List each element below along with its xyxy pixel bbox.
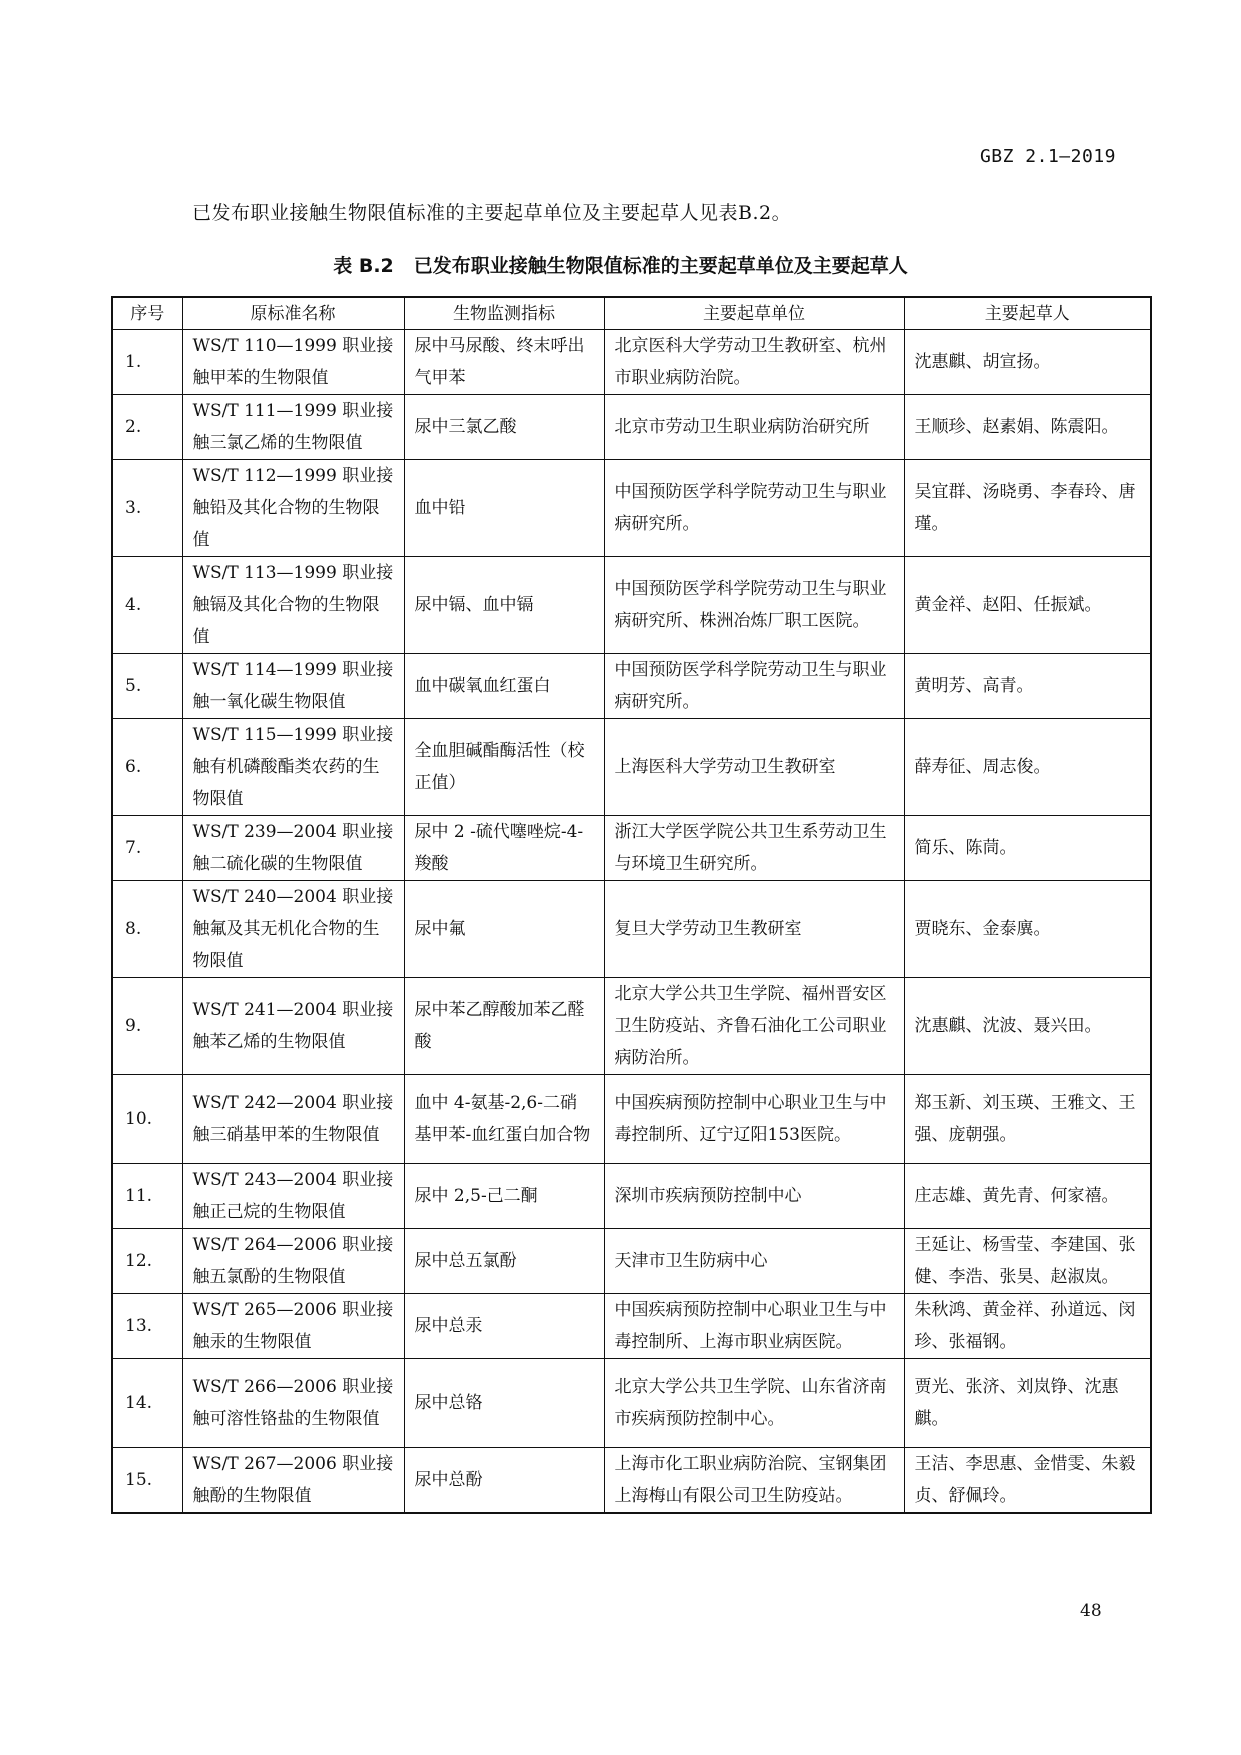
cell-drafting-unit: 复旦大学劳动卫生教研室	[604, 881, 904, 978]
cell-drafting-unit: 上海医科大学劳动卫生教研室	[604, 719, 904, 816]
cell-drafting-unit: 中国疾病预防控制中心职业卫生与中毒控制所、上海市职业病医院。	[604, 1294, 904, 1359]
table-caption-title: 已发布职业接触生物限值标准的主要起草单位及主要起草人	[413, 255, 908, 277]
cell-drafters: 贾光、张济、刘岚铮、沈惠麒。	[904, 1359, 1151, 1448]
table-row	[112, 1294, 1151, 1359]
table-row	[112, 654, 1151, 719]
cell-drafting-unit: 中国疾病预防控制中心职业卫生与中毒控制所、辽宁辽阳153医院。	[604, 1075, 904, 1164]
table-row	[112, 460, 1151, 557]
cell-standard-name: WS/T 243—2004 职业接触正己烷的生物限值	[182, 1164, 404, 1229]
cell-standard-name: WS/T 110—1999 职业接触甲苯的生物限值	[182, 330, 404, 395]
table-row	[112, 719, 1151, 816]
cell-index: 1.	[112, 330, 182, 395]
cell-drafting-unit: 中国预防医学科学院劳动卫生与职业病研究所。	[604, 460, 904, 557]
cell-drafters: 薛寿征、周志俊。	[904, 719, 1151, 816]
cell-index: 14.	[112, 1359, 182, 1448]
cell-drafters: 王洁、李思惠、金惜雯、朱毅贞、舒佩玲。	[904, 1448, 1151, 1514]
cell-index: 13.	[112, 1294, 182, 1359]
cell-standard-name: WS/T 114—1999 职业接触一氧化碳生物限值	[182, 654, 404, 719]
cell-biomarker: 全血胆碱酯酶活性（校正值）	[404, 719, 604, 816]
cell-standard-name: WS/T 266—2006 职业接触可溶性铬盐的生物限值	[182, 1359, 404, 1448]
cell-drafting-unit: 北京大学公共卫生学院、山东省济南市疾病预防控制中心。	[604, 1359, 904, 1448]
header-standard-name: 原标准名称	[182, 297, 404, 330]
cell-biomarker: 尿中苯乙醇酸加苯乙醛酸	[404, 978, 604, 1075]
cell-biomarker: 尿中总酚	[404, 1448, 604, 1514]
cell-standard-name: WS/T 111—1999 职业接触三氯乙烯的生物限值	[182, 395, 404, 460]
cell-index: 8.	[112, 881, 182, 978]
cell-index: 11.	[112, 1164, 182, 1229]
cell-index: 10.	[112, 1075, 182, 1164]
cell-biomarker: 尿中总铬	[404, 1359, 604, 1448]
cell-drafting-unit: 浙江大学医学院公共卫生系劳动卫生与环境卫生研究所。	[604, 816, 904, 881]
header-biomarker: 生物监测指标	[404, 297, 604, 330]
cell-drafters: 简乐、陈茼。	[904, 816, 1151, 881]
cell-standard-name: WS/T 264—2006 职业接触五氯酚的生物限值	[182, 1229, 404, 1294]
page-number: 48	[1080, 1601, 1102, 1621]
cell-standard-name: WS/T 265—2006 职业接触汞的生物限值	[182, 1294, 404, 1359]
table-row	[112, 1448, 1151, 1514]
cell-biomarker: 尿中镉、血中镉	[404, 557, 604, 654]
table-row	[112, 557, 1151, 654]
table-row	[112, 1229, 1151, 1294]
cell-standard-name: WS/T 241—2004 职业接触苯乙烯的生物限值	[182, 978, 404, 1075]
cell-index: 4.	[112, 557, 182, 654]
cell-standard-name: WS/T 242—2004 职业接触三硝基甲苯的生物限值	[182, 1075, 404, 1164]
cell-drafters: 王顺珍、赵素娟、陈震阳。	[904, 395, 1151, 460]
cell-biomarker: 尿中马尿酸、终末呼出气甲苯	[404, 330, 604, 395]
cell-index: 15.	[112, 1448, 182, 1514]
cell-drafters: 贾晓东、金泰廙。	[904, 881, 1151, 978]
cell-drafters: 朱秋鸿、黄金祥、孙道远、闵珍、张福钢。	[904, 1294, 1151, 1359]
cell-standard-name: WS/T 240—2004 职业接触氟及其无机化合物的生物限值	[182, 881, 404, 978]
cell-standard-name: WS/T 113—1999 职业接触镉及其化合物的生物限值	[182, 557, 404, 654]
cell-drafting-unit: 深圳市疾病预防控制中心	[604, 1164, 904, 1229]
cell-standard-name: WS/T 239—2004 职业接触二硫化碳的生物限值	[182, 816, 404, 881]
cell-drafting-unit: 上海市化工职业病防治院、宝钢集团上海梅山有限公司卫生防疫站。	[604, 1448, 904, 1514]
cell-drafters: 庄志雄、黄先青、何家禧。	[904, 1164, 1151, 1229]
cell-drafting-unit: 中国预防医学科学院劳动卫生与职业病研究所、株洲冶炼厂职工医院。	[604, 557, 904, 654]
cell-drafters: 沈惠麒、胡宣扬。	[904, 330, 1151, 395]
cell-biomarker: 尿中 2 -硫代噻唑烷-4-羧酸	[404, 816, 604, 881]
cell-drafters: 郑玉新、刘玉瑛、王雅文、王强、庞朝强。	[904, 1075, 1151, 1164]
cell-biomarker: 尿中总汞	[404, 1294, 604, 1359]
table-row	[112, 330, 1151, 395]
cell-drafters: 沈惠麒、沈波、聂兴田。	[904, 978, 1151, 1075]
cell-index: 9.	[112, 978, 182, 1075]
table-row	[112, 881, 1151, 978]
cell-biomarker: 尿中总五氯酚	[404, 1229, 604, 1294]
cell-drafters: 吴宜群、汤晓勇、李春玲、唐瑾。	[904, 460, 1151, 557]
cell-drafting-unit: 北京市劳动卫生职业病防治研究所	[604, 395, 904, 460]
cell-biomarker: 血中碳氧血红蛋白	[404, 654, 604, 719]
table-row	[112, 816, 1151, 881]
cell-drafters: 黄明芳、高青。	[904, 654, 1151, 719]
drafters-table	[111, 296, 1152, 1514]
table-caption	[0, 251, 1241, 278]
table-header-row	[112, 297, 1151, 330]
cell-drafting-unit: 北京大学公共卫生学院、福州晋安区卫生防疫站、齐鲁石油化工公司职业病防治所。	[604, 978, 904, 1075]
cell-index: 5.	[112, 654, 182, 719]
cell-index: 3.	[112, 460, 182, 557]
table-row	[112, 1164, 1151, 1229]
cell-standard-name: WS/T 267—2006 职业接触酚的生物限值	[182, 1448, 404, 1514]
cell-drafters: 黄金祥、赵阳、任振斌。	[904, 557, 1151, 654]
cell-biomarker: 尿中氟	[404, 881, 604, 978]
header-drafting-unit: 主要起草单位	[604, 297, 904, 330]
cell-biomarker: 尿中三氯乙酸	[404, 395, 604, 460]
table-row	[112, 1075, 1151, 1164]
cell-biomarker: 血中 4-氨基-2,6-二硝基甲苯-血红蛋白加合物	[404, 1075, 604, 1164]
cell-drafting-unit: 中国预防医学科学院劳动卫生与职业病研究所。	[604, 654, 904, 719]
cell-drafting-unit: 北京医科大学劳动卫生教研室、杭州市职业病防治院。	[604, 330, 904, 395]
cell-biomarker: 血中铅	[404, 460, 604, 557]
table-caption-number: 表 B.2	[333, 255, 394, 277]
table-body	[112, 330, 1151, 1514]
cell-drafters: 王延让、杨雪莹、李建国、张健、李浩、张昊、赵淑岚。	[904, 1229, 1151, 1294]
document-code: GBZ 2.1—2019	[979, 146, 1116, 167]
table-row	[112, 1359, 1151, 1448]
cell-standard-name: WS/T 115—1999 职业接触有机磷酸酯类农药的生物限值	[182, 719, 404, 816]
header-drafters: 主要起草人	[904, 297, 1151, 330]
table-row	[112, 978, 1151, 1075]
cell-index: 2.	[112, 395, 182, 460]
cell-index: 7.	[112, 816, 182, 881]
cell-index: 6.	[112, 719, 182, 816]
cell-standard-name: WS/T 112—1999 职业接触铅及其化合物的生物限值	[182, 460, 404, 557]
header-index: 序号	[112, 297, 182, 330]
cell-biomarker: 尿中 2,5-己二酮	[404, 1164, 604, 1229]
cell-index: 12.	[112, 1229, 182, 1294]
cell-drafting-unit: 天津市卫生防病中心	[604, 1229, 904, 1294]
table-row	[112, 395, 1151, 460]
intro-paragraph: 已发布职业接触生物限值标准的主要起草单位及主要起草人见表B.2。	[192, 202, 792, 224]
